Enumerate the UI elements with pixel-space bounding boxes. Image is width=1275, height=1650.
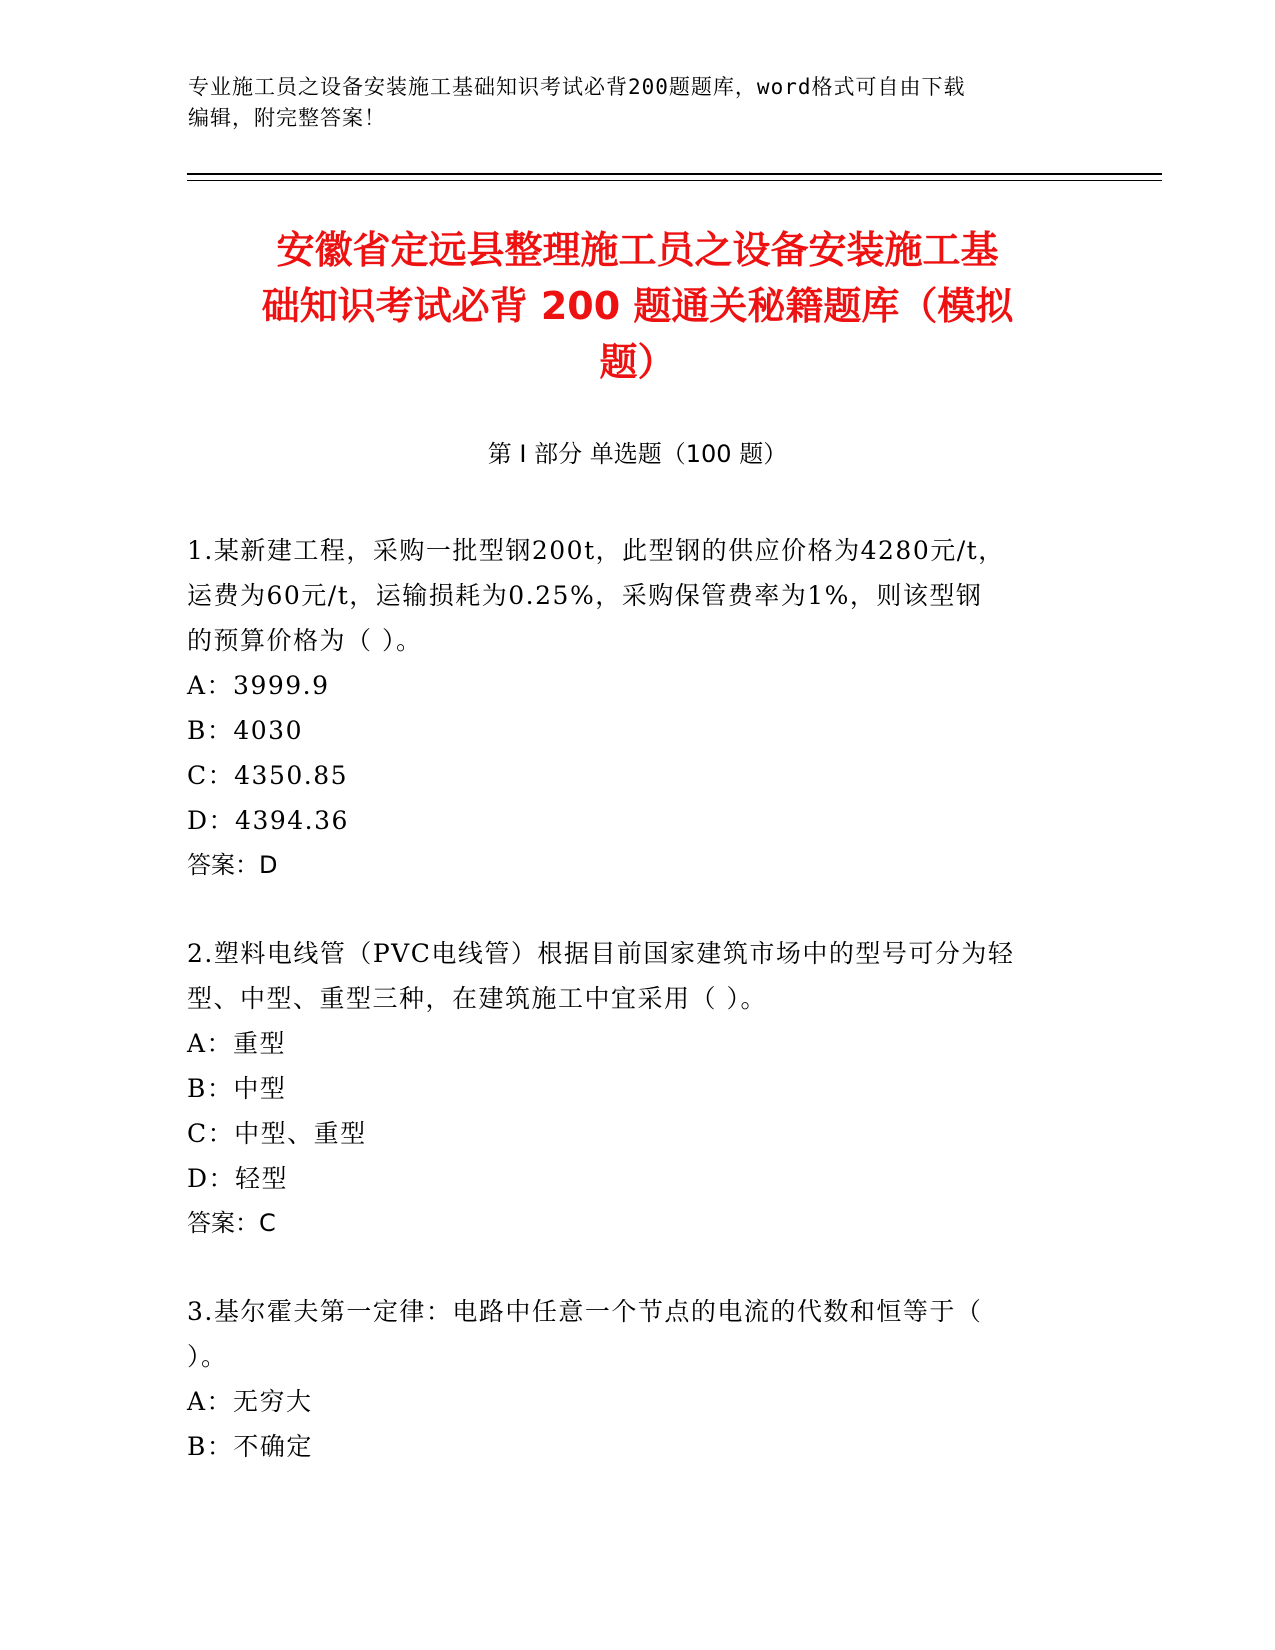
question-3 bbox=[187, 1289, 1087, 1469]
question-text-line: 运费为60元/t，运输损耗为0.25%，采购保管费率为1%，则该型钢 bbox=[187, 581, 983, 610]
title-line-1: 安徽省定远县整理施工员之设备安装施工基 bbox=[276, 228, 999, 272]
question-text-line: 1.某新建工程，采购一批型钢200t，此型钢的供应价格为4280元/t， bbox=[187, 536, 1005, 565]
option-c: C：中型、重型 bbox=[187, 1119, 367, 1148]
header-line-2: 编辑，附完整答案！ bbox=[188, 106, 386, 130]
question-list bbox=[187, 528, 1087, 1512]
answer-line: 答案：D bbox=[187, 851, 278, 879]
question-text-line: 3.基尔霍夫第一定律：电路中任意一个节点的电流的代数和恒等于（ bbox=[187, 1297, 983, 1326]
header-divider-thin bbox=[187, 180, 1162, 181]
question-1 bbox=[187, 528, 1087, 888]
title-line-2: 础知识考试必背 200 题通关秘籍题库（模拟 bbox=[261, 284, 1014, 328]
option-b: B：不确定 bbox=[187, 1432, 313, 1461]
question-text-line: ）。 bbox=[187, 1342, 228, 1371]
option-b: B：中型 bbox=[187, 1074, 287, 1103]
question-text-line: 的预算价格为（ ）。 bbox=[187, 626, 423, 655]
section-heading: 第 I 部分 单选题（100 题） bbox=[487, 440, 788, 468]
document-title bbox=[180, 222, 1095, 390]
header-line-1: 专业施工员之设备安装施工基础知识考试必背200题题库，word格式可自由下载 bbox=[188, 75, 966, 99]
page-header bbox=[188, 72, 1088, 134]
option-a: A：3999.9 bbox=[187, 671, 330, 700]
option-d: D：4394.36 bbox=[187, 806, 349, 835]
option-a: A：无穷大 bbox=[187, 1387, 313, 1416]
option-a: A：重型 bbox=[187, 1029, 287, 1058]
header-divider-thick bbox=[187, 173, 1162, 175]
question-text-line: 2.塑料电线管（PVC电线管）根据目前国家建筑市场中的型号可分为轻 bbox=[187, 939, 1015, 968]
option-b: B：4030 bbox=[187, 716, 303, 745]
title-line-3: 题） bbox=[599, 340, 676, 384]
option-d: D：轻型 bbox=[187, 1164, 289, 1193]
option-c: C：4350.85 bbox=[187, 761, 349, 790]
question-text-line: 型、中型、重型三种，在建筑施工中宜采用（ ）。 bbox=[187, 984, 767, 1013]
question-2 bbox=[187, 931, 1087, 1246]
answer-line: 答案：C bbox=[187, 1209, 276, 1237]
